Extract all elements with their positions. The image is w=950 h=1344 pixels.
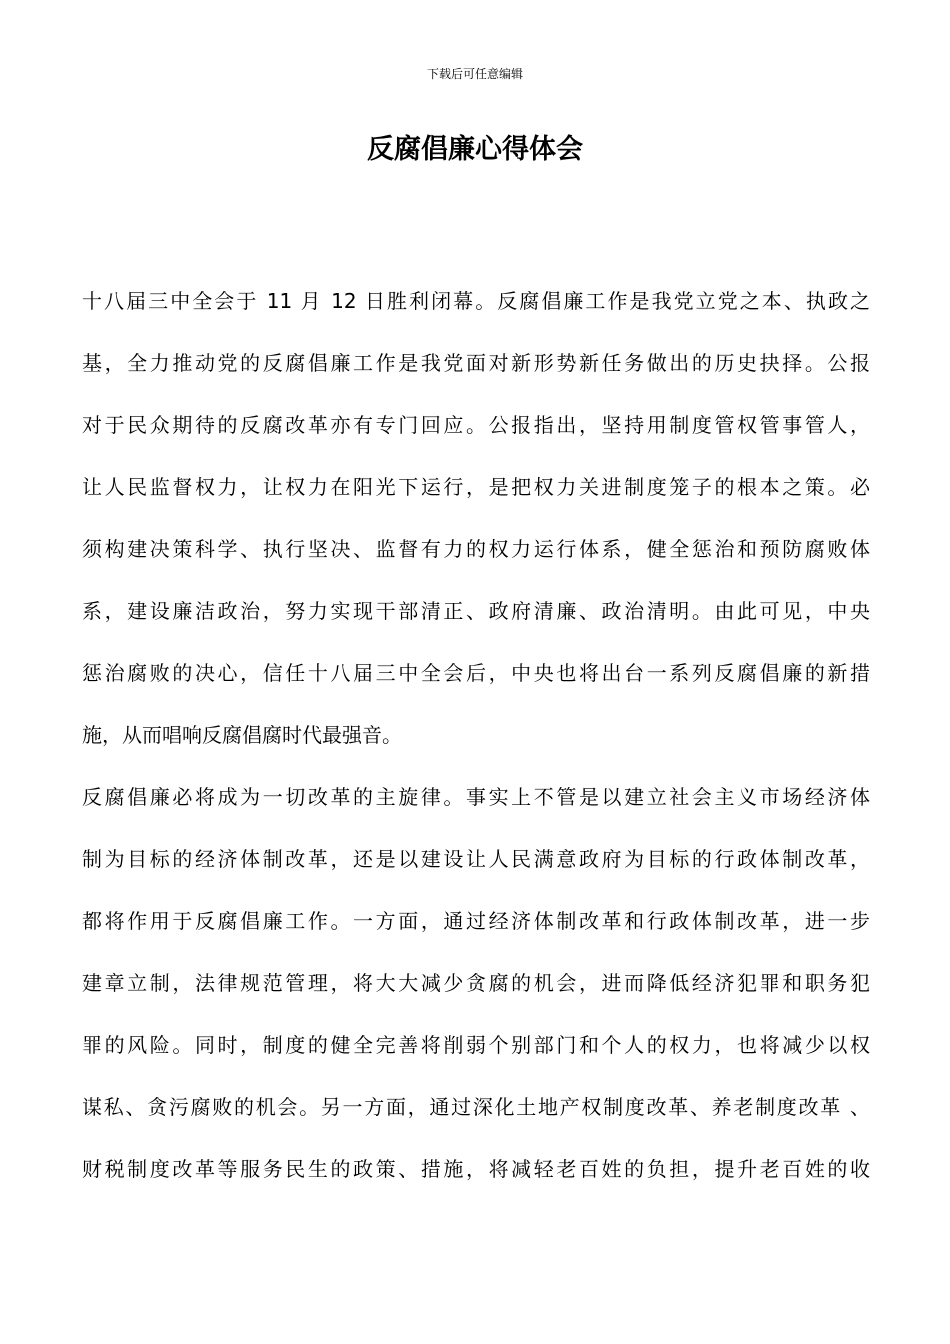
paragraph-line: 基，全力推动党的反腐倡廉工作是我党面对新形势新任务做出的历史抉择。公报 <box>82 351 870 375</box>
paragraph-2 <box>82 766 870 1200</box>
paragraph-line: 罪的风险。同时，制度的健全完善将削弱个别部门和个人的权力，也将减少以权 <box>82 1033 870 1057</box>
document-body <box>82 270 870 1200</box>
paragraph-line: 反腐倡廉必将成为一切改革的主旋律。事实上不管是以建立社会主义市场经济体 <box>82 785 870 809</box>
paragraph-line: 谋私、贪污腐败的机会。另一方面，通过深化土地产权制度改革、养老制度改革 、 <box>82 1095 870 1119</box>
document-title: 反腐倡廉心得体会 <box>367 134 583 165</box>
paragraph-line: 十八届三中全会于 11 月 12 日胜利闭幕。反腐倡廉工作是我党立党之本、执政之 <box>82 289 870 313</box>
paragraph-line: 系，建设廉洁政治，努力实现干部清正、政府清廉、政治清明。由此可见，中央 <box>82 599 870 623</box>
paragraph-1 <box>82 270 870 766</box>
paragraph-line: 惩治腐败的决心，信任十八届三中全会后，中央也将出台一系列反腐倡廉的新措 <box>82 661 870 685</box>
paragraph-line: 制为目标的经济体制改革，还是以建设让人民满意政府为目标的行政体制改革， <box>82 847 870 871</box>
paragraph-line: 对于民众期待的反腐改革亦有专门回应。公报指出，坚持用制度管权管事管人， <box>82 413 870 437</box>
header-note: 下载后可任意编辑 <box>426 67 523 81</box>
paragraph-line: 财税制度改革等服务民生的政策、措施，将减轻老百姓的负担，提升老百姓的收 <box>82 1157 870 1181</box>
paragraph-line: 须构建决策科学、执行坚决、监督有力的权力运行体系，健全惩治和预防腐败体 <box>82 537 870 561</box>
paragraph-line: 施，从而唱响反腐倡腐时代最强音。 <box>82 723 402 747</box>
paragraph-line: 建章立制，法律规范管理，将大大减少贪腐的机会，进而降低经济犯罪和职务犯 <box>82 971 870 995</box>
paragraph-line: 都将作用于反腐倡廉工作。一方面，通过经济体制改革和行政体制改革，进一步 <box>82 909 870 933</box>
paragraph-line: 让人民监督权力，让权力在阳光下运行，是把权力关进制度笼子的根本之策。必 <box>82 475 870 499</box>
